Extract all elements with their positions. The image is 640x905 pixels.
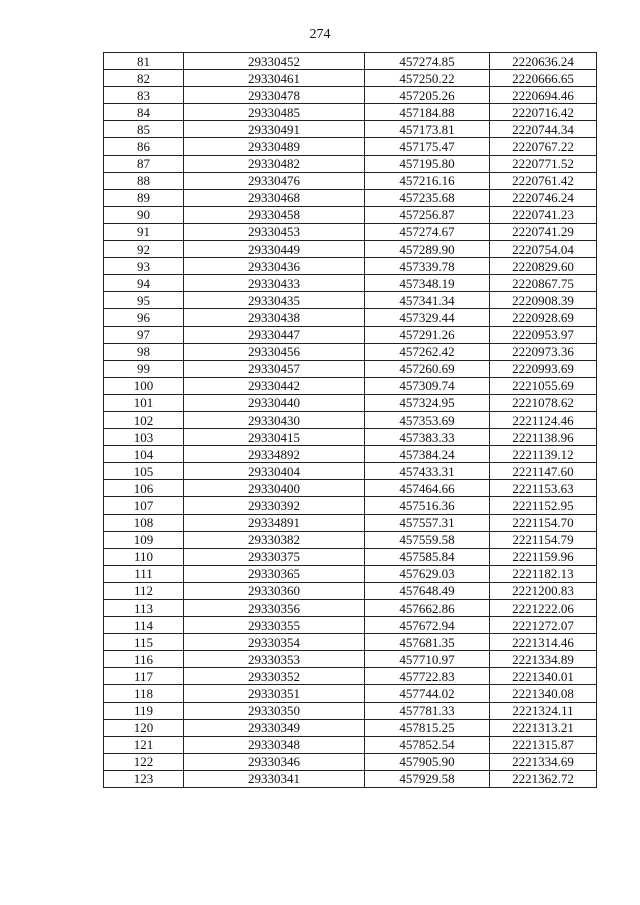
point-id-cell: 29330415: [184, 429, 365, 446]
point-number-cell: 92: [104, 241, 184, 258]
table-row: [104, 617, 597, 634]
point-number-cell: 119: [104, 702, 184, 719]
table-row: [104, 360, 597, 377]
x-coordinate-cell: 457175.47: [365, 138, 490, 155]
point-number-cell: 99: [104, 360, 184, 377]
x-coordinate-cell: 457629.03: [365, 565, 490, 582]
table-row: [104, 497, 597, 514]
y-coordinate-cell: 2220767.22: [490, 138, 597, 155]
x-coordinate-cell: 457681.35: [365, 634, 490, 651]
point-id-cell: 29330352: [184, 668, 365, 685]
y-coordinate-cell: 2220908.39: [490, 292, 597, 309]
point-id-cell: 29330349: [184, 719, 365, 736]
point-number-cell: 95: [104, 292, 184, 309]
point-number-cell: 93: [104, 258, 184, 275]
x-coordinate-cell: 457464.66: [365, 480, 490, 497]
point-number-cell: 86: [104, 138, 184, 155]
point-number-cell: 106: [104, 480, 184, 497]
x-coordinate-cell: 457324.95: [365, 394, 490, 411]
y-coordinate-cell: 2221315.87: [490, 736, 597, 753]
x-coordinate-cell: 457353.69: [365, 411, 490, 428]
table-row: [104, 463, 597, 480]
point-number-cell: 81: [104, 53, 184, 70]
point-number-cell: 102: [104, 411, 184, 428]
table-row: [104, 121, 597, 138]
y-coordinate-cell: 2220744.34: [490, 121, 597, 138]
x-coordinate-cell: 457781.33: [365, 702, 490, 719]
table-row: [104, 548, 597, 565]
table-row: [104, 736, 597, 753]
point-number-cell: 84: [104, 104, 184, 121]
table-row: [104, 770, 597, 787]
point-id-cell: 29330461: [184, 70, 365, 87]
point-number-cell: 120: [104, 719, 184, 736]
point-id-cell: 29330346: [184, 753, 365, 770]
point-number-cell: 98: [104, 343, 184, 360]
y-coordinate-cell: 2220741.29: [490, 223, 597, 240]
x-coordinate-cell: 457744.02: [365, 685, 490, 702]
table-row: [104, 702, 597, 719]
x-coordinate-cell: 457929.58: [365, 770, 490, 787]
y-coordinate-cell: 2220666.65: [490, 70, 597, 87]
x-coordinate-cell: 457339.78: [365, 258, 490, 275]
point-id-cell: 29330468: [184, 189, 365, 206]
table-row: [104, 719, 597, 736]
point-number-cell: 88: [104, 172, 184, 189]
table-row: [104, 326, 597, 343]
point-number-cell: 104: [104, 446, 184, 463]
x-coordinate-cell: 457648.49: [365, 582, 490, 599]
point-number-cell: 100: [104, 377, 184, 394]
point-id-cell: 29330485: [184, 104, 365, 121]
y-coordinate-cell: 2221078.62: [490, 394, 597, 411]
point-number-cell: 115: [104, 634, 184, 651]
x-coordinate-cell: 457516.36: [365, 497, 490, 514]
y-coordinate-cell: 2221154.79: [490, 531, 597, 548]
point-id-cell: 29330438: [184, 309, 365, 326]
point-id-cell: 29330440: [184, 394, 365, 411]
table-row: [104, 377, 597, 394]
table-row: [104, 429, 597, 446]
point-number-cell: 90: [104, 206, 184, 223]
x-coordinate-cell: 457329.44: [365, 309, 490, 326]
table-row: [104, 343, 597, 360]
table-row: [104, 309, 597, 326]
point-id-cell: 29330360: [184, 582, 365, 599]
point-number-cell: 116: [104, 651, 184, 668]
point-id-cell: 29330353: [184, 651, 365, 668]
y-coordinate-cell: 2221152.95: [490, 497, 597, 514]
point-number-cell: 96: [104, 309, 184, 326]
x-coordinate-cell: 457262.42: [365, 343, 490, 360]
x-coordinate-cell: 457235.68: [365, 189, 490, 206]
point-id-cell: 29330351: [184, 685, 365, 702]
y-coordinate-cell: 2221147.60: [490, 463, 597, 480]
point-number-cell: 97: [104, 326, 184, 343]
table-row: [104, 138, 597, 155]
point-id-cell: 29334891: [184, 514, 365, 531]
table-row: [104, 70, 597, 87]
point-id-cell: 29330348: [184, 736, 365, 753]
y-coordinate-cell: 2220694.46: [490, 87, 597, 104]
y-coordinate-cell: 2220973.36: [490, 343, 597, 360]
point-id-cell: 29330356: [184, 600, 365, 617]
point-number-cell: 107: [104, 497, 184, 514]
x-coordinate-cell: 457184.88: [365, 104, 490, 121]
table-row: [104, 446, 597, 463]
table-row: [104, 258, 597, 275]
y-coordinate-cell: 2220993.69: [490, 360, 597, 377]
y-coordinate-cell: 2220741.23: [490, 206, 597, 223]
table-row: [104, 394, 597, 411]
y-coordinate-cell: 2221138.96: [490, 429, 597, 446]
y-coordinate-cell: 2220953.97: [490, 326, 597, 343]
point-number-cell: 85: [104, 121, 184, 138]
x-coordinate-cell: 457274.67: [365, 223, 490, 240]
point-number-cell: 121: [104, 736, 184, 753]
x-coordinate-cell: 457274.85: [365, 53, 490, 70]
x-coordinate-cell: 457260.69: [365, 360, 490, 377]
point-number-cell: 123: [104, 770, 184, 787]
y-coordinate-cell: 2221222.06: [490, 600, 597, 617]
x-coordinate-cell: 457250.22: [365, 70, 490, 87]
x-coordinate-cell: 457291.26: [365, 326, 490, 343]
y-coordinate-cell: 2220928.69: [490, 309, 597, 326]
y-coordinate-cell: 2221340.08: [490, 685, 597, 702]
x-coordinate-cell: 457815.25: [365, 719, 490, 736]
point-number-cell: 113: [104, 600, 184, 617]
table-row: [104, 172, 597, 189]
table-row: [104, 53, 597, 70]
point-id-cell: 29330350: [184, 702, 365, 719]
point-number-cell: 109: [104, 531, 184, 548]
point-id-cell: 29330382: [184, 531, 365, 548]
y-coordinate-cell: 2221340.01: [490, 668, 597, 685]
point-id-cell: 29330482: [184, 155, 365, 172]
y-coordinate-cell: 2221314.46: [490, 634, 597, 651]
point-id-cell: 29330456: [184, 343, 365, 360]
table-row: [104, 582, 597, 599]
table-row: [104, 241, 597, 258]
x-coordinate-cell: 457559.58: [365, 531, 490, 548]
y-coordinate-cell: 2220771.52: [490, 155, 597, 172]
table-row: [104, 206, 597, 223]
table-row: [104, 189, 597, 206]
table-row: [104, 600, 597, 617]
table-row: [104, 480, 597, 497]
point-number-cell: 87: [104, 155, 184, 172]
point-id-cell: 29330392: [184, 497, 365, 514]
x-coordinate-cell: 457256.87: [365, 206, 490, 223]
x-coordinate-cell: 457433.31: [365, 463, 490, 480]
y-coordinate-cell: 2221334.89: [490, 651, 597, 668]
table-row: [104, 514, 597, 531]
point-id-cell: 29330375: [184, 548, 365, 565]
point-number-cell: 103: [104, 429, 184, 446]
point-number-cell: 122: [104, 753, 184, 770]
y-coordinate-cell: 2221272.07: [490, 617, 597, 634]
y-coordinate-cell: 2220867.75: [490, 275, 597, 292]
coordinates-table-body: [104, 53, 597, 788]
point-number-cell: 117: [104, 668, 184, 685]
point-id-cell: 29330341: [184, 770, 365, 787]
point-number-cell: 94: [104, 275, 184, 292]
y-coordinate-cell: 2221362.72: [490, 770, 597, 787]
y-coordinate-cell: 2221334.69: [490, 753, 597, 770]
x-coordinate-cell: 457585.84: [365, 548, 490, 565]
point-id-cell: 29330449: [184, 241, 365, 258]
point-id-cell: 29330354: [184, 634, 365, 651]
table-row: [104, 685, 597, 702]
x-coordinate-cell: 457341.34: [365, 292, 490, 309]
y-coordinate-cell: 2220754.04: [490, 241, 597, 258]
point-id-cell: 29330457: [184, 360, 365, 377]
point-number-cell: 101: [104, 394, 184, 411]
point-id-cell: 29330365: [184, 565, 365, 582]
y-coordinate-cell: 2221124.46: [490, 411, 597, 428]
point-id-cell: 29330489: [184, 138, 365, 155]
x-coordinate-cell: 457173.81: [365, 121, 490, 138]
point-id-cell: 29330453: [184, 223, 365, 240]
point-number-cell: 91: [104, 223, 184, 240]
x-coordinate-cell: 457205.26: [365, 87, 490, 104]
table-row: [104, 104, 597, 121]
x-coordinate-cell: 457722.83: [365, 668, 490, 685]
point-id-cell: 29330442: [184, 377, 365, 394]
point-id-cell: 29330447: [184, 326, 365, 343]
y-coordinate-cell: 2221139.12: [490, 446, 597, 463]
y-coordinate-cell: 2221154.70: [490, 514, 597, 531]
point-number-cell: 82: [104, 70, 184, 87]
y-coordinate-cell: 2221313.21: [490, 719, 597, 736]
coordinates-table: [103, 52, 597, 788]
table-row: [104, 565, 597, 582]
point-number-cell: 118: [104, 685, 184, 702]
y-coordinate-cell: 2221159.96: [490, 548, 597, 565]
x-coordinate-cell: 457195.80: [365, 155, 490, 172]
table-row: [104, 87, 597, 104]
x-coordinate-cell: 457216.16: [365, 172, 490, 189]
point-id-cell: 29330400: [184, 480, 365, 497]
x-coordinate-cell: 457348.19: [365, 275, 490, 292]
x-coordinate-cell: 457309.74: [365, 377, 490, 394]
y-coordinate-cell: 2221324.11: [490, 702, 597, 719]
y-coordinate-cell: 2220761.42: [490, 172, 597, 189]
table-row: [104, 223, 597, 240]
point-id-cell: 29330436: [184, 258, 365, 275]
x-coordinate-cell: 457557.31: [365, 514, 490, 531]
point-id-cell: 29330458: [184, 206, 365, 223]
point-number-cell: 112: [104, 582, 184, 599]
point-id-cell: 29330433: [184, 275, 365, 292]
point-number-cell: 114: [104, 617, 184, 634]
point-id-cell: 29330435: [184, 292, 365, 309]
table-row: [104, 634, 597, 651]
point-id-cell: 29330452: [184, 53, 365, 70]
point-id-cell: 29330476: [184, 172, 365, 189]
point-id-cell: 29334892: [184, 446, 365, 463]
x-coordinate-cell: 457905.90: [365, 753, 490, 770]
point-id-cell: 29330491: [184, 121, 365, 138]
point-id-cell: 29330355: [184, 617, 365, 634]
point-id-cell: 29330478: [184, 87, 365, 104]
point-number-cell: 110: [104, 548, 184, 565]
x-coordinate-cell: 457289.90: [365, 241, 490, 258]
x-coordinate-cell: 457384.24: [365, 446, 490, 463]
y-coordinate-cell: 2220746.24: [490, 189, 597, 206]
x-coordinate-cell: 457852.54: [365, 736, 490, 753]
point-number-cell: 111: [104, 565, 184, 582]
table-row: [104, 155, 597, 172]
y-coordinate-cell: 2220829.60: [490, 258, 597, 275]
x-coordinate-cell: 457383.33: [365, 429, 490, 446]
x-coordinate-cell: 457672.94: [365, 617, 490, 634]
point-number-cell: 108: [104, 514, 184, 531]
y-coordinate-cell: 2220636.24: [490, 53, 597, 70]
table-row: [104, 651, 597, 668]
table-row: [104, 292, 597, 309]
point-id-cell: 29330430: [184, 411, 365, 428]
x-coordinate-cell: 457710.97: [365, 651, 490, 668]
table-row: [104, 531, 597, 548]
table-row: [104, 411, 597, 428]
table-row: [104, 668, 597, 685]
x-coordinate-cell: 457662.86: [365, 600, 490, 617]
y-coordinate-cell: 2221200.83: [490, 582, 597, 599]
point-id-cell: 29330404: [184, 463, 365, 480]
point-number-cell: 105: [104, 463, 184, 480]
y-coordinate-cell: 2221055.69: [490, 377, 597, 394]
table-row: [104, 753, 597, 770]
point-number-cell: 83: [104, 87, 184, 104]
y-coordinate-cell: 2220716.42: [490, 104, 597, 121]
point-number-cell: 89: [104, 189, 184, 206]
y-coordinate-cell: 2221182.13: [490, 565, 597, 582]
y-coordinate-cell: 2221153.63: [490, 480, 597, 497]
table-row: [104, 275, 597, 292]
page-number: 274: [309, 27, 331, 42]
